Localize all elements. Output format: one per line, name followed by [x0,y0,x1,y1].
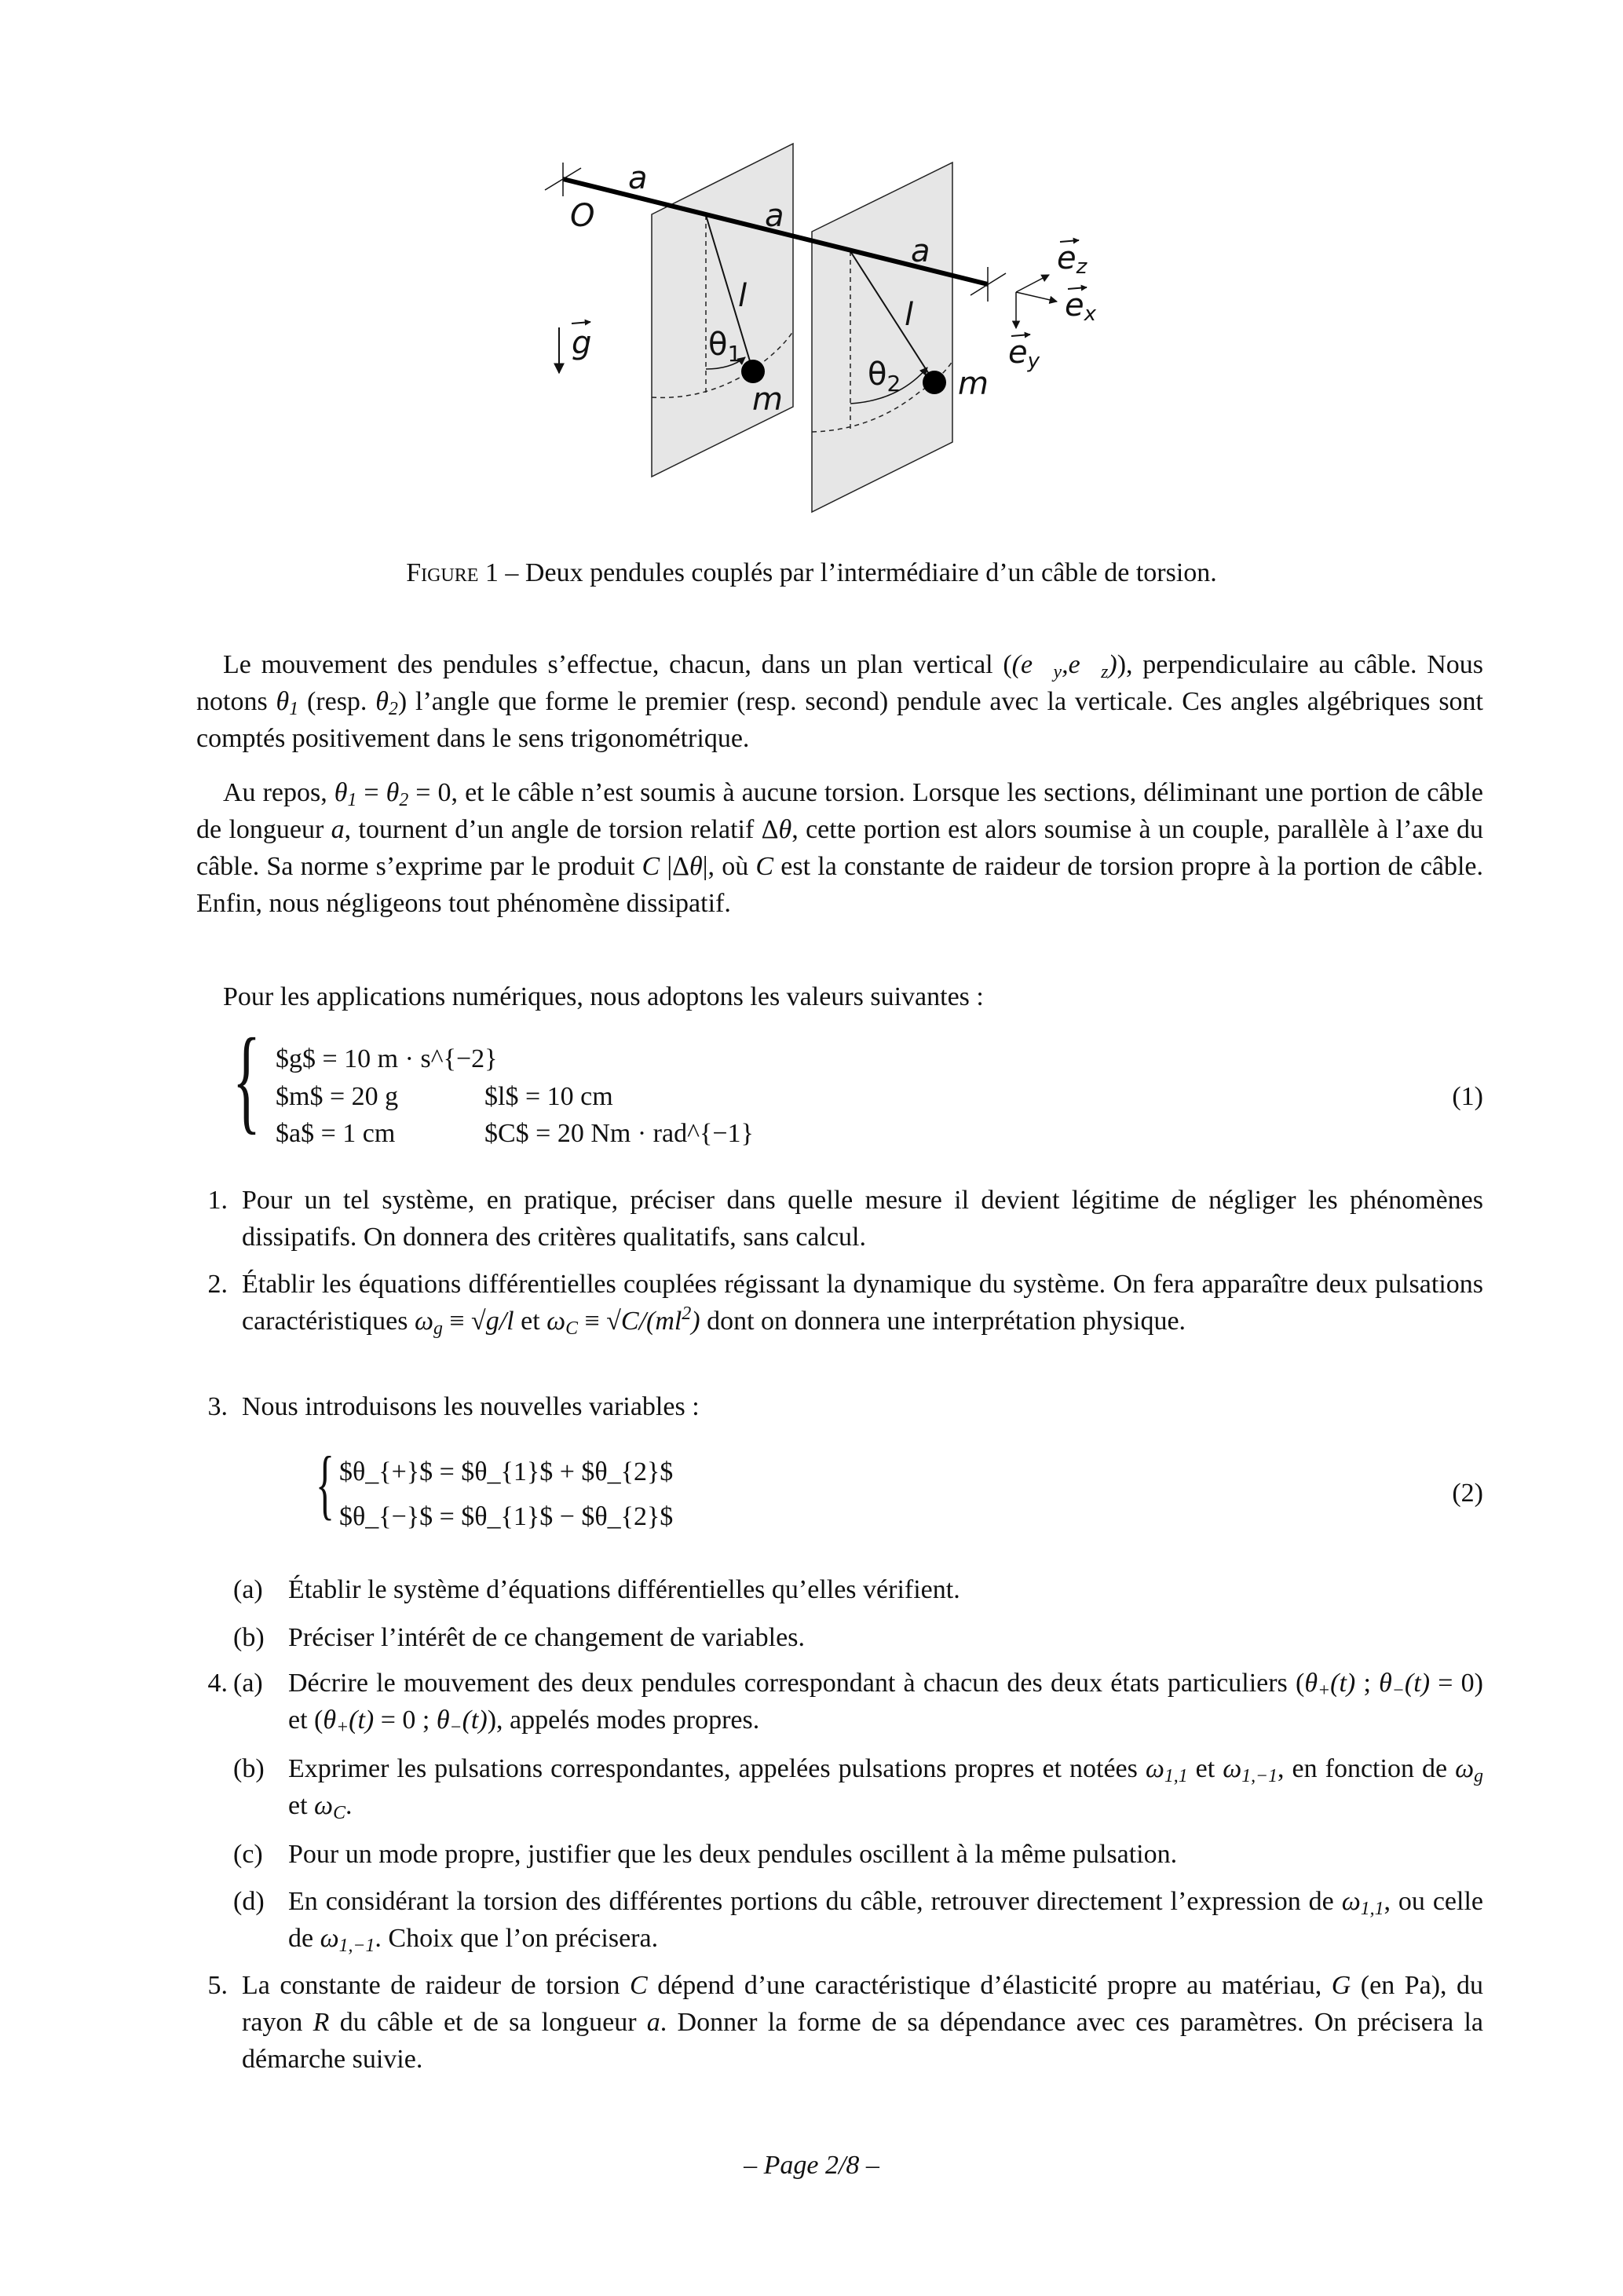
eq1-row: $m$ = 20 g [276,1082,399,1111]
left-brace: { [316,1440,334,1527]
question-2: Établir les équations différentielles couplées régissant la dynamique du système. On fera apparaître deux pulsations caractéristiques $\omega_g \equiv √g/l$ et $\omega_C \equiv √C/(ml^2)$ dont on donnera une interprétation physique. [242,1270,1483,1339]
question-1: Pour un tel système, en pratique, préciser dans quelle mesure il devient légitime de négliger les phénomènes dissipatifs. On donnera des critères qualitatifs, sans calcul. [242,1186,1483,1252]
figure-caption [0,554,1623,591]
eq1-row: $g$ = 10 m · s^{−2} [276,1044,498,1073]
question-4d: En considérant la torsion des différentes portions du câble, retrouver directement l’expression de $\omega_{1,1}$, ou celle de $\omega_{1,-1}$. Choix que l’on précisera. [288,1887,1484,1956]
plane-1 [652,144,793,477]
question-4c: Pour un mode propre, justifier que les deux pendules oscillent à la même pulsation. [288,1840,1178,1869]
subquestion-label: (a) [233,1669,263,1698]
label-a: a [628,160,648,196]
plane-2 [812,163,952,512]
eq2-row: $θ_{+}$ = $θ_{1}$ + $θ_{2}$ [339,1457,674,1486]
label-origin: O [570,198,595,234]
subquestion-label: (b) [233,1754,265,1783]
subquestion-label: (a) [233,1575,263,1604]
equation-number: (1) [1452,1082,1483,1111]
label-g: g [572,325,592,361]
eq1-row: $a$ = 1 cm [276,1119,396,1148]
caption-text: – Deux pendules couplés par l’intermédiaire d’un câble de torsion. [498,558,1217,587]
label-a: a [911,233,930,269]
paragraph: Pour les applications numériques, nous adoptons les valeurs suivantes : [223,982,984,1011]
axis-ex-arrow [1016,292,1057,302]
paragraph: Le mouvement des pendules s’effectue, chacun, dans un plan vertical $((e⃗_y,e⃗_z))$, perpendiculaire au câble. Nous notons $\theta_1$ (resp. $\theta_2$) l’angle que forme le premier (resp. second) pendule avec la verticale. Ces angles algébriques sont comptés positivement dans le sens trigonométrique. [196,650,1484,753]
label-a: a [765,198,784,234]
question-number: 5. [207,1971,228,2000]
question-4a: Décrire le mouvement des deux pendules correspondant à chacun des deux états particuliers ($\theta_+(t)$ ; $\theta_-(t) = 0$) et ($\theta_+(t) = 0$ ; $\theta_-(t)$), appelés modes propres. [288,1669,1483,1738]
eq1-row: $C$ = 20 Nm · rad^{−1} [484,1119,754,1148]
question-number: 4. [207,1669,228,1698]
question-5: La constante de raideur de torsion C dépend d’une caractéristique d’élasticité propre au matériau, G (en Pa), du rayon R du câble et de sa longueur a. Donner la forme de sa dépendance avec ces paramètres. On précisera la démarche suivie. [242,1971,1483,2074]
question-number: 3. [207,1392,228,1421]
question-3b: Préciser l’intérêt de ce changement de variables. [288,1623,805,1652]
mass-2 [923,371,946,394]
subquestion-label: (b) [233,1623,265,1652]
paragraph: Au repos, $\theta_1 = \theta_2 = 0$, et le câble n’est soumis à aucune torsion. Lorsque les sections, déliminant une portion de câble de longueur a, tournent d’un angle de torsion relatif Δθ, cette portion est alors soumise à un couple, parallèle à l’axe du câble. Sa norme s’exprime par le produit C |Δθ|, où C est la constante de raideur de torsion propre à la portion de câble. Enfin, nous négligeons tout phénomène dissipatif. [196,778,1483,918]
label-theta1: $\theta_1$ [708,327,742,367]
vector-arrow-g [572,322,590,324]
mass-1 [741,360,765,383]
question-4b: Exprimer les pulsations correspondantes, appelées pulsations propres et notées $\omega_{1,1}$ et $\omega_{1,-1}$, en fonction de $\omega_g$ et $\omega_C$. [288,1754,1483,1823]
figure-coupled-pendulums [0,0,1623,550]
left-brace: { [232,1015,261,1145]
label-m: m [958,366,989,402]
eq2-row: $θ_{−}$ = $θ_{1}$ − $θ_{2}$ [339,1502,674,1531]
question-number: 1. [207,1186,228,1215]
label-ez: ez [1057,240,1087,279]
question-3a: Établir le système d’équations différentielles qu’elles vérifient. [288,1575,960,1604]
page-footer: – Page 2/8 – [744,2151,879,2180]
equation-number: (2) [1452,1479,1483,1508]
label-theta2: $\theta_2$ [868,356,901,397]
subquestion-label: (c) [233,1840,263,1869]
label-l: l [738,278,748,314]
question-3: Nous introduisons les nouvelles variables : [242,1392,700,1421]
label-l: l [905,297,914,333]
caption-label: Figure 1 [406,558,499,587]
label-ey: ey [1008,335,1040,373]
eq1-row: $l$ = 10 cm [484,1082,613,1111]
label-ex: ex [1065,287,1096,326]
subquestion-label: (d) [233,1887,265,1916]
label-m: m [752,382,783,418]
axis-ez-arrow [1016,275,1049,292]
question-number: 2. [207,1270,228,1299]
